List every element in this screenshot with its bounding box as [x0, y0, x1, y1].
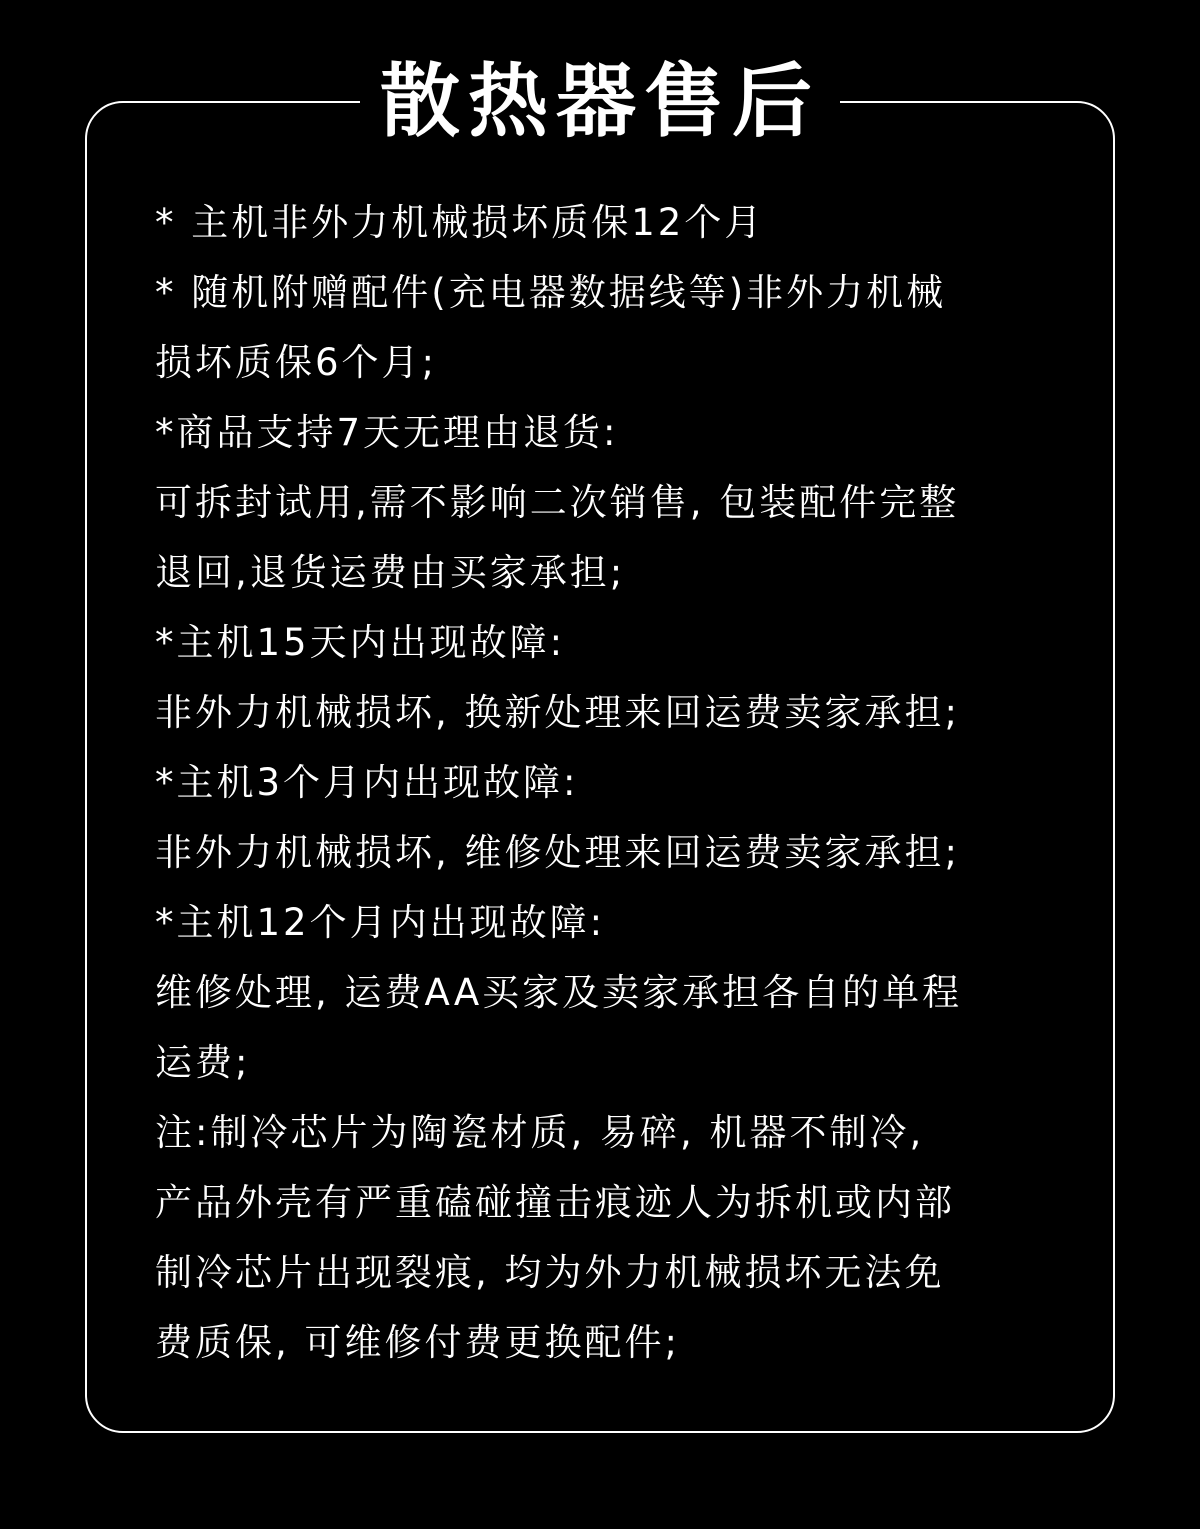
policy-line: *主机15天内出现故障:	[155, 621, 566, 664]
policy-line: * 主机非外力机械损坏质保12个月	[155, 201, 765, 244]
policy-line: 损坏质保6个月;	[155, 341, 438, 384]
policy-line: * 随机附赠配件(充电器数据线等)非外力机械	[155, 271, 947, 314]
policy-line: *商品支持7天无理由退货:	[155, 411, 619, 454]
policy-line: 产品外壳有严重磕碰撞击痕迹人为拆机或内部	[155, 1181, 955, 1224]
policy-line: 非外力机械损坏, 维修处理来回运费卖家承担;	[155, 831, 960, 874]
after-sales-policy-text	[155, 188, 1075, 1378]
policy-line: 维修处理, 运费AA买家及卖家承担各自的单程	[155, 971, 963, 1014]
policy-line: 费质保, 可维修付费更换配件;	[155, 1321, 680, 1364]
policy-line: 制冷芯片出现裂痕, 均为外力机械损坏无法免	[155, 1251, 945, 1294]
page-title: 散热器售后	[380, 55, 820, 148]
policy-line: *主机3个月内出现故障:	[155, 761, 579, 804]
policy-line: 可拆封试用,需不影响二次销售, 包装配件完整	[155, 481, 960, 524]
policy-line: *主机12个月内出现故障:	[155, 901, 606, 944]
policy-line: 注:制冷芯片为陶瓷材质, 易碎, 机器不制冷,	[155, 1111, 925, 1154]
policy-line: 运费;	[155, 1041, 251, 1084]
policy-line: 非外力机械损坏, 换新处理来回运费卖家承担;	[155, 691, 960, 734]
policy-line: 退回,退货运费由买家承担;	[155, 551, 626, 594]
